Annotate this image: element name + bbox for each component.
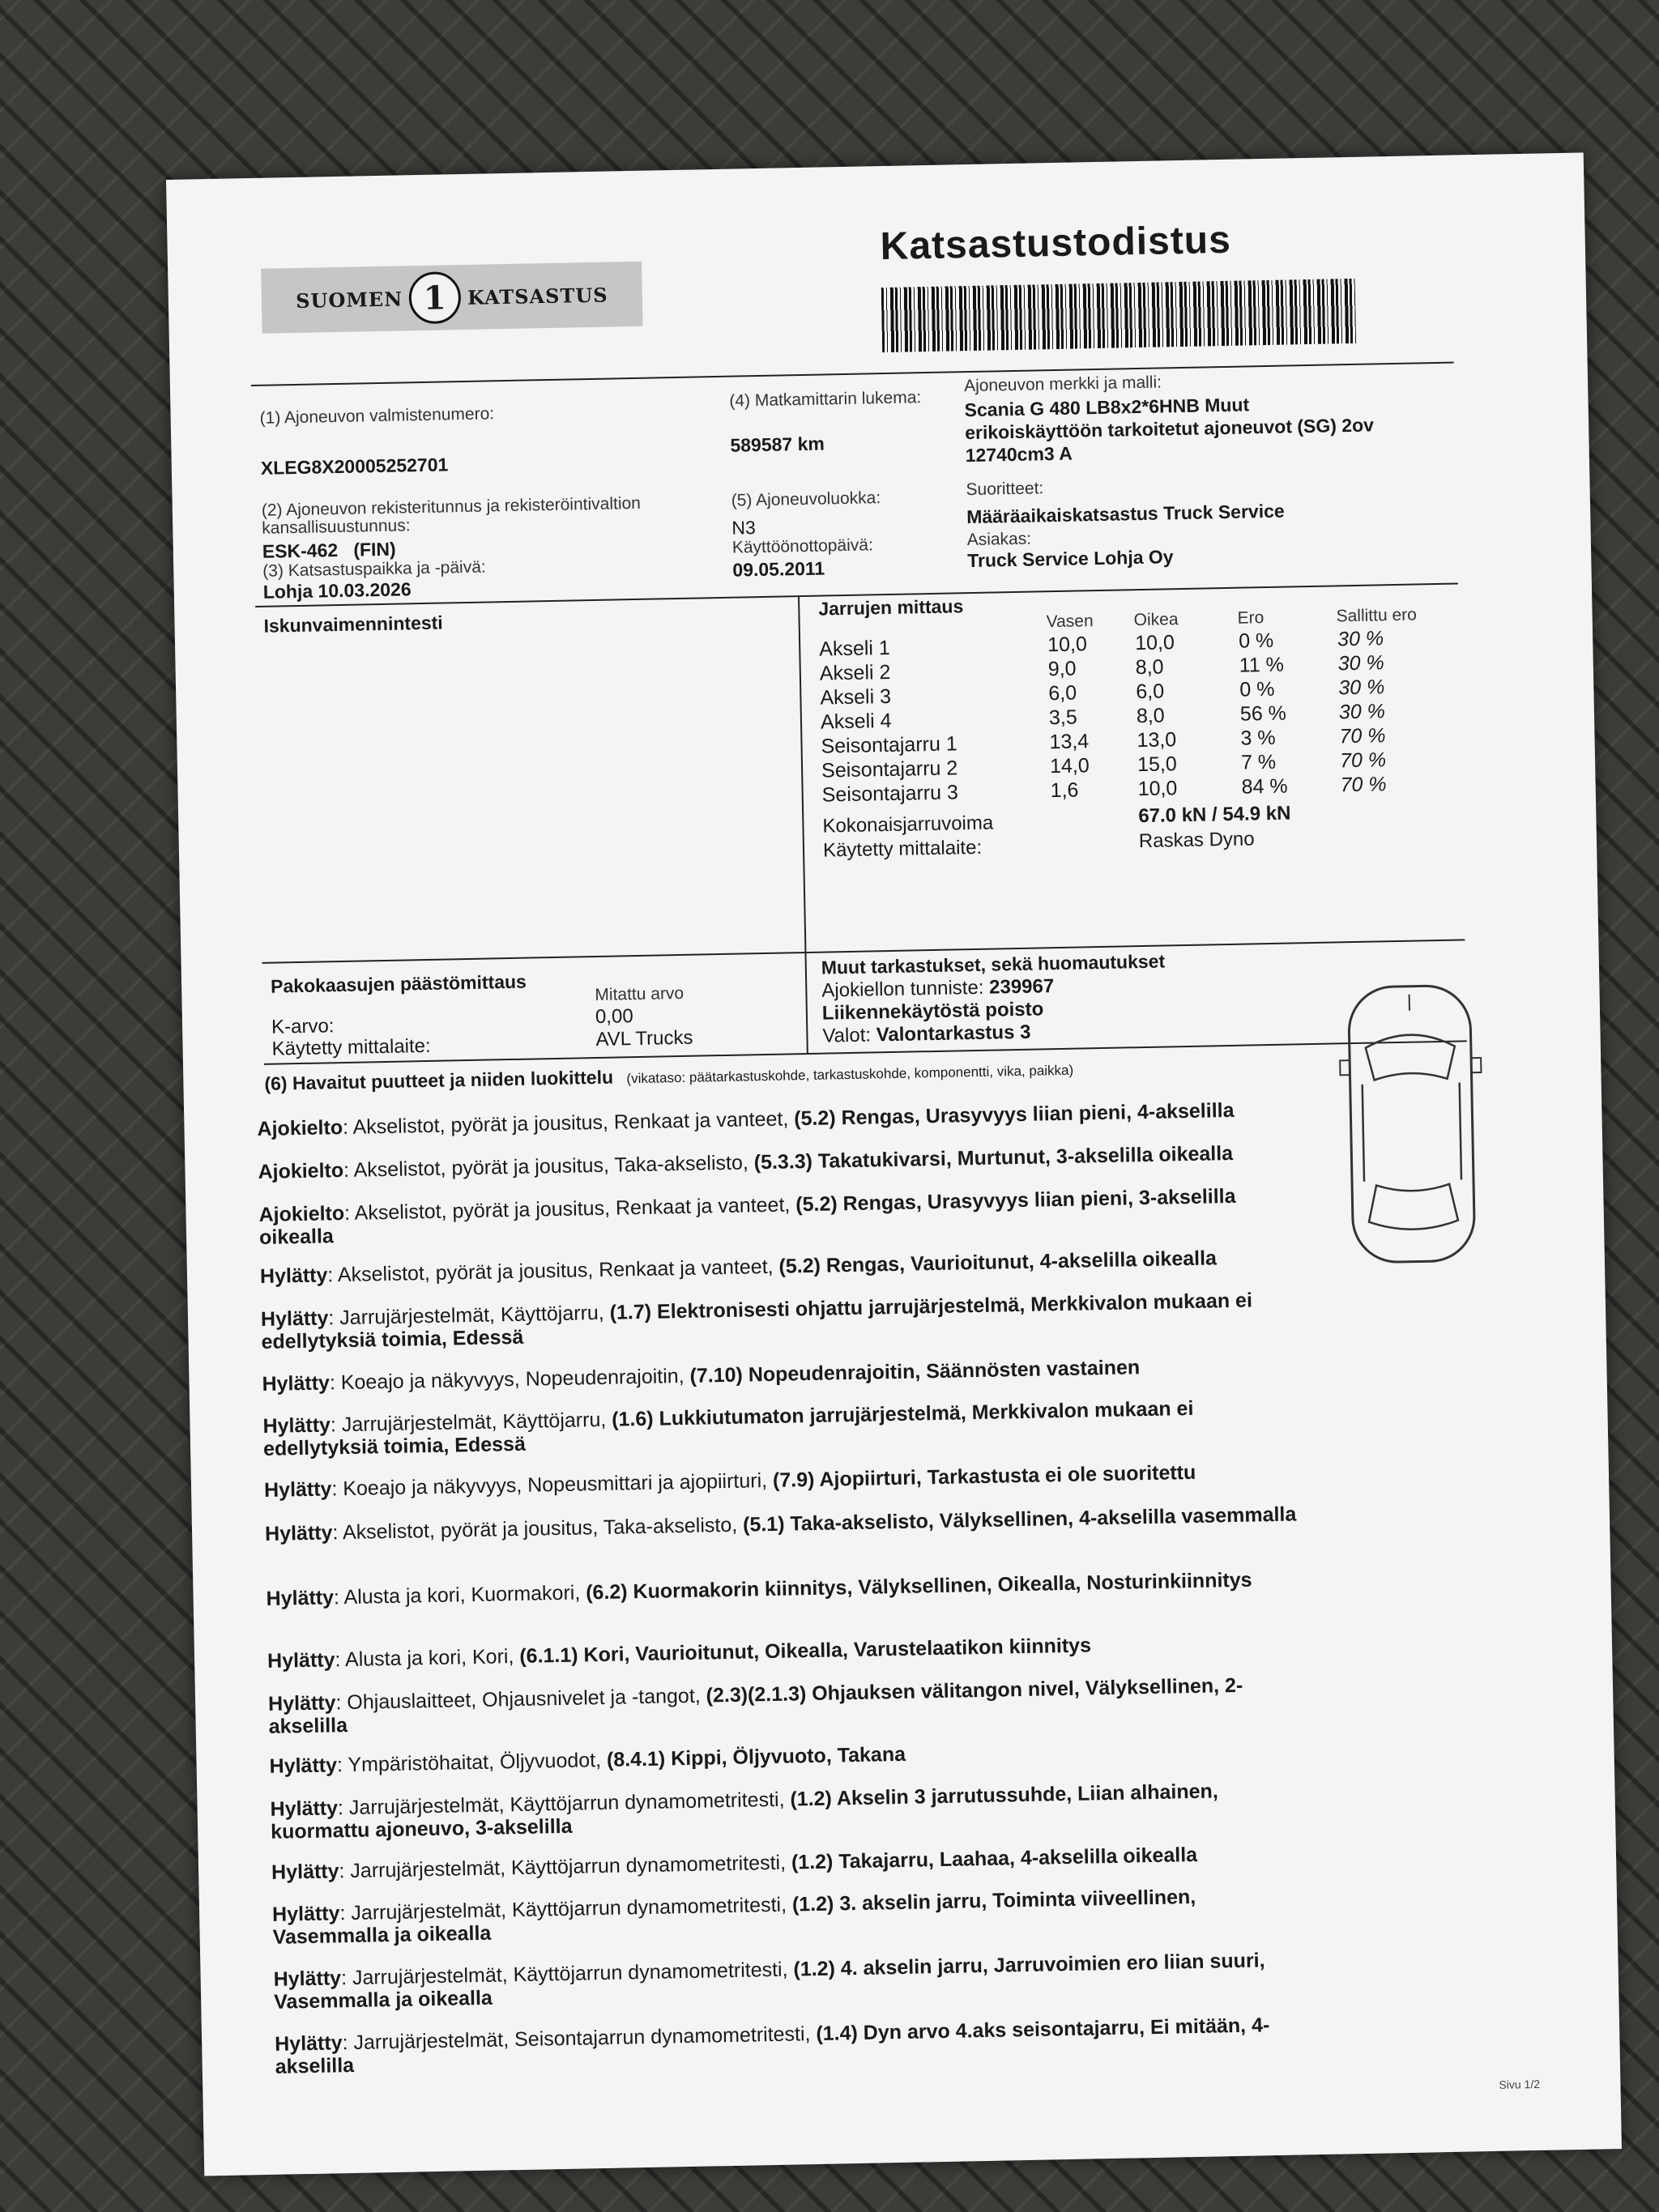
defect-path: : Ympäristöhaitat, Öljyvuodot, <box>336 1748 608 1777</box>
defect-severity: Hylätty <box>271 1902 340 1926</box>
barcode <box>881 279 1356 352</box>
logo-text-left: SUOMEN <box>295 286 403 313</box>
brake-diff-value: 3 % <box>1240 726 1276 750</box>
defect-path: : Jarrujärjestelmät, Käyttöjarrun dynamometritesti, <box>340 1958 794 1990</box>
brake-axle-name: Seisontajarru 3 <box>821 781 959 807</box>
customer-value: Truck Service Lohja Oy <box>966 546 1174 572</box>
defect-item <box>261 1288 1299 1353</box>
driving-ban-value: 239967 <box>988 975 1055 999</box>
brake-allowed-value: 30 % <box>1337 651 1384 676</box>
customer-label: Asiakas: <box>966 529 1032 550</box>
defect-item <box>273 1948 1311 2014</box>
defects-subtitle: (vikataso: päätarkastuskohde, tarkastuskohde, komponentti, vika, paikka) <box>626 1062 1074 1087</box>
defect-path: : Jarrujärjestelmät, Käyttöjarrun dynamometritesti, <box>339 1893 793 1925</box>
logo-number-badge: 1 <box>408 271 461 324</box>
k-value-label: K-arvo: <box>271 1015 335 1038</box>
suomen-katsastus-logo <box>261 262 642 334</box>
lights-check <box>822 1021 1031 1048</box>
exhaust-device-label: Käytetty mittalaite: <box>271 1034 431 1060</box>
brake-right-value: 15,0 <box>1137 752 1178 777</box>
defect-path: : Ohjauslaitteet, Ohjausnivelet ja -tangot, <box>335 1684 706 1715</box>
defect-severity: Hylätty <box>266 1586 335 1610</box>
brake-allowed-value: 70 % <box>1339 748 1387 773</box>
defect-detail: (1.2) 3. akselin jarru, Toiminta viiveellinen, Vasemmalla ja oikealla <box>272 1885 1196 1949</box>
defects-title-text: (6) Havaitut puutteet ja niiden luokittelu <box>264 1066 614 1094</box>
inspection-certificate <box>166 152 1622 2176</box>
logo-text-right: KATSASTUS <box>467 283 608 309</box>
driving-ban-label: Ajokiellon tunniste: <box>821 976 984 1002</box>
brake-total-label: Kokonaisjarruvoima <box>822 812 994 837</box>
brake-device-label: Käytetty mittalaite: <box>822 836 983 862</box>
k-value: 0,00 <box>595 1005 633 1029</box>
make-line-3: 12740cm3 A <box>965 442 1073 467</box>
defect-item <box>267 1630 1304 1673</box>
divider <box>798 595 806 952</box>
defect-item <box>260 1245 1297 1288</box>
defect-severity: Ajokielto <box>257 1116 343 1141</box>
brake-left-value: 9,0 <box>1047 657 1077 681</box>
brake-left-value: 10,0 <box>1047 633 1088 657</box>
page-number: Sivu 1/2 <box>1499 2077 1541 2091</box>
brake-axle-name: Seisontajarru 2 <box>821 757 958 782</box>
brake-right-value: 8,0 <box>1135 655 1164 680</box>
brake-table <box>819 627 1438 809</box>
defect-detail: (5.3.3) Takatukivarsi, Murtunut, 3-akselilla oikealla <box>753 1141 1234 1174</box>
defect-path: : Akselistot, pyörät ja jousitus, Taka-akselisto, <box>343 1151 754 1183</box>
defect-path: : Akselistot, pyörät ja jousitus, Renkaat ja vanteet, <box>327 1255 779 1287</box>
defect-item <box>265 1502 1302 1545</box>
vin-value: XLEG8X20005252701 <box>260 454 449 479</box>
defect-detail: (8.4.1) Kippi, Öljyvuoto, Takana <box>606 1742 906 1771</box>
brake-diff-value: 56 % <box>1239 701 1287 726</box>
defect-severity: Hylätty <box>262 1371 331 1396</box>
document-title: Katsastustodistus <box>880 218 1232 269</box>
services-value: Määräaikaiskatsastus Truck Service <box>966 500 1285 528</box>
brake-device-value: Raskas Dyno <box>1138 828 1255 853</box>
defect-detail: (1.4) Dyn arvo 4.aks seisontajarru, Ei mitään, 4-akselilla <box>275 2014 1270 2078</box>
brake-axle-name: Akseli 2 <box>819 660 891 685</box>
vehicle-class-label: (5) Ajoneuvoluokka: <box>731 488 881 510</box>
brake-axle-name: Akseli 4 <box>820 709 892 734</box>
defect-detail: (6.2) Kuormakorin kiinnitys, Välyksellinen, Oikealla, Nosturinkiinnitys <box>585 1568 1252 1605</box>
defect-path: : Alusta ja kori, Kuormakori, <box>333 1581 586 1609</box>
brake-allowed-value: 30 % <box>1337 627 1384 651</box>
removal-from-traffic: Liikennekäytöstä poisto <box>821 998 1044 1025</box>
brake-diff-value: 11 % <box>1239 653 1285 677</box>
exhaust-device-value: AVL Trucks <box>595 1026 693 1051</box>
vehicle-diagram-icon <box>1332 977 1491 1272</box>
defect-path: : Koeajo ja näkyvyys, Nopeusmittari ja ajopiirturi, <box>331 1468 774 1501</box>
defect-path: : Jarrujärjestelmät, Käyttöjarru, <box>330 1408 612 1437</box>
services-label: Suoritteet: <box>966 479 1044 500</box>
lights-value: Valontarkastus 3 <box>876 1021 1031 1046</box>
defect-detail: (5.2) Rengas, Vaurioitunut, 4-akselilla oikealla <box>778 1247 1218 1278</box>
defect-path: : Akselistot, pyörät ja jousitus, Renkaat ja vanteet, <box>342 1107 795 1140</box>
brake-col-left: Vasen <box>1046 612 1094 632</box>
defect-severity: Hylätty <box>267 1691 336 1715</box>
defect-item <box>270 1778 1307 1843</box>
brake-axle-name: Seisontajarru 1 <box>821 732 957 758</box>
brake-left-value: 1,6 <box>1050 778 1079 803</box>
make-line-2: erikoiskäyttöön tarkoitetut ajoneuvot (SG) 2ov <box>964 414 1375 444</box>
defect-item <box>266 1567 1303 1610</box>
defect-detail: (7.10) Nopeudenrajoitin, Säännösten vastainen <box>689 1356 1141 1387</box>
defect-severity: Hylätty <box>271 1860 339 1884</box>
first-use-label: Käyttöönottopäivä: <box>731 535 874 557</box>
defect-path: : Akselistot, pyörät ja jousitus, Taka-akselisto, <box>332 1513 744 1545</box>
vin-label: (1) Ajoneuvon valmistenumero: <box>259 404 495 428</box>
defect-severity: Hylätty <box>267 1648 335 1673</box>
defect-severity: Hylätty <box>263 1477 332 1502</box>
defect-path: : Jarrujärjestelmät, Käyttöjarru, <box>328 1301 610 1330</box>
defect-path: : Alusta ja kori, Kori, <box>335 1644 520 1672</box>
defect-severity: Hylätty <box>273 1967 342 1991</box>
other-checks-title: Muut tarkastukset, sekä huomautukset <box>821 950 1166 978</box>
lights-label: Valot: <box>822 1024 872 1047</box>
defect-detail: (1.7) Elektronisesti ohjattu jarrujärjestelmä, Merkkivalon mukaan ei edellytyksiä toimia, Edessä <box>261 1289 1253 1354</box>
defect-severity: Ajokielto <box>258 1202 345 1227</box>
brake-left-value: 6,0 <box>1048 681 1077 705</box>
defect-severity: Hylätty <box>274 2031 343 2056</box>
defect-detail: (1.2) Akselin 3 jarrutussuhde, Liian alhainen, kuormattu ajoneuvo, 3-akselilla <box>270 1779 1219 1843</box>
defect-severity: Hylätty <box>270 1796 339 1821</box>
defect-detail: (7.9) Ajopiirturi, Tarkastusta ei ole suoritettu <box>772 1460 1196 1492</box>
defect-severity: Hylätty <box>264 1521 333 1545</box>
make-line-1: Scania G 480 LB8x2*6HNB Muut <box>964 394 1250 421</box>
brake-right-value: 13,0 <box>1137 728 1177 752</box>
defect-item <box>258 1140 1294 1183</box>
defect-item <box>257 1097 1294 1140</box>
place-value: Lohja 10.03.2026 <box>262 578 412 603</box>
first-use-value: 09.05.2011 <box>732 557 825 581</box>
defect-path: : Jarrujärjestelmät, Käyttöjarrun dynamometritesti, <box>337 1788 791 1820</box>
brake-diff-value: 84 % <box>1241 774 1288 799</box>
reg-label: (2) Ajoneuvon rekisteritunnus ja rekisteröintivaltion kansallisuustunnus: <box>261 493 642 538</box>
defect-item <box>264 1459 1301 1502</box>
defect-path: : Jarrujärjestelmät, Seisontajarrun dynamometritesti, <box>342 2022 817 2055</box>
brake-allowed-value: 30 % <box>1338 700 1386 724</box>
brake-allowed-value: 70 % <box>1339 724 1386 748</box>
brake-diff-value: 7 % <box>1240 750 1277 774</box>
exhaust-title: Pakokaasujen päästömittaus <box>270 970 527 997</box>
brake-axle-name: Akseli 3 <box>820 684 892 710</box>
vehicle-class-value: N3 <box>731 517 757 539</box>
brake-col-right: Oikea <box>1133 610 1179 630</box>
defect-severity: Hylätty <box>260 1306 329 1332</box>
defect-item <box>262 1353 1299 1396</box>
odometer-label: (4) Matkamittarin lukema: <box>729 388 922 411</box>
brake-axle-name: Akseli 1 <box>819 636 891 661</box>
defects-title <box>264 1058 1073 1095</box>
brake-left-value: 14,0 <box>1049 754 1090 778</box>
reg-value: ESK-462 (FIN) <box>262 538 396 562</box>
defect-path: : Koeajo ja näkyvyys, Nopeudenrajoitin, <box>329 1364 690 1395</box>
defect-detail: (2.3)(2.1.3) Ohjauksen välitangon nivel, Välyksellinen, 2-akselilla <box>268 1673 1243 1738</box>
brake-right-value: 10,0 <box>1137 777 1178 801</box>
exhaust-measured-label: Mitattu arvo <box>595 983 684 1005</box>
shock-test-title: Iskunvaimennintesti <box>263 612 443 637</box>
divider <box>804 952 808 1053</box>
brake-diff-value: 0 % <box>1238 629 1274 653</box>
brake-total-value: 67.0 kN / 54.9 kN <box>1138 802 1291 828</box>
defect-severity: Hylätty <box>269 1754 338 1778</box>
brake-left-value: 13,4 <box>1049 730 1090 754</box>
defect-item <box>275 2013 1312 2078</box>
defect-detail: (5.2) Rengas, Urasyvyys liian pieni, 4-akselilla <box>793 1098 1235 1131</box>
defect-detail: (5.1) Taka-akselisto, Välyksellinen, 4-akselilla vasemmalla <box>742 1502 1297 1536</box>
defect-detail: (1.2) 4. akselin jarru, Jarruvoimien ero liian suuri, Vasemmalla ja oikealla <box>273 1949 1265 2014</box>
defect-detail: (1.2) Takajarru, Laahaa, 4-akselilla oikealla <box>791 1843 1198 1874</box>
defect-severity: Hylätty <box>262 1413 331 1438</box>
brake-diff-value: 0 % <box>1239 677 1275 701</box>
defect-item <box>258 1183 1296 1249</box>
defect-detail: (1.6) Lukkiutumaton jarrujärjestelmä, Merkkivalon mukaan ei edellytyksiä toimia, Edessä <box>262 1396 1194 1460</box>
defect-detail: (6.1.1) Kori, Vaurioitunut, Oikealla, Varustelaatikon kiinnitys <box>519 1634 1092 1668</box>
divider <box>251 362 1454 387</box>
defect-item <box>269 1735 1306 1778</box>
brake-allowed-value: 30 % <box>1338 676 1385 700</box>
brake-left-value: 3,5 <box>1048 705 1077 730</box>
brake-right-value: 6,0 <box>1136 680 1165 704</box>
brake-right-value: 10,0 <box>1134 631 1175 655</box>
defect-item <box>268 1673 1306 1738</box>
defect-item <box>262 1395 1300 1460</box>
defect-path: : Akselistot, pyörät ja jousitus, Renkaat ja vanteet, <box>343 1193 796 1225</box>
brake-right-value: 8,0 <box>1136 704 1165 728</box>
defect-severity: Hylätty <box>259 1264 328 1289</box>
defect-detail: (5.2) Rengas, Urasyvyys liian pieni, 3-akselilla oikealla <box>258 1184 1236 1250</box>
brake-allowed-value: 70 % <box>1340 773 1387 797</box>
make-label: Ajoneuvon merkki ja malli: <box>963 373 1162 396</box>
odometer-value: 589587 km <box>730 433 825 456</box>
brake-col-diff: Ero <box>1237 608 1265 628</box>
defect-item <box>272 1883 1310 1949</box>
defect-severity: Ajokielto <box>258 1159 344 1184</box>
defect-item <box>271 1841 1308 1884</box>
brake-col-allowed: Sallittu ero <box>1336 605 1418 626</box>
place-label: (3) Katsastuspaikka ja -päivä: <box>262 557 486 581</box>
brake-test-title: Jarrujen mittaus <box>818 595 964 620</box>
defect-path: : Jarrujärjestelmät, Käyttöjarrun dynamometritesti, <box>339 1851 792 1883</box>
